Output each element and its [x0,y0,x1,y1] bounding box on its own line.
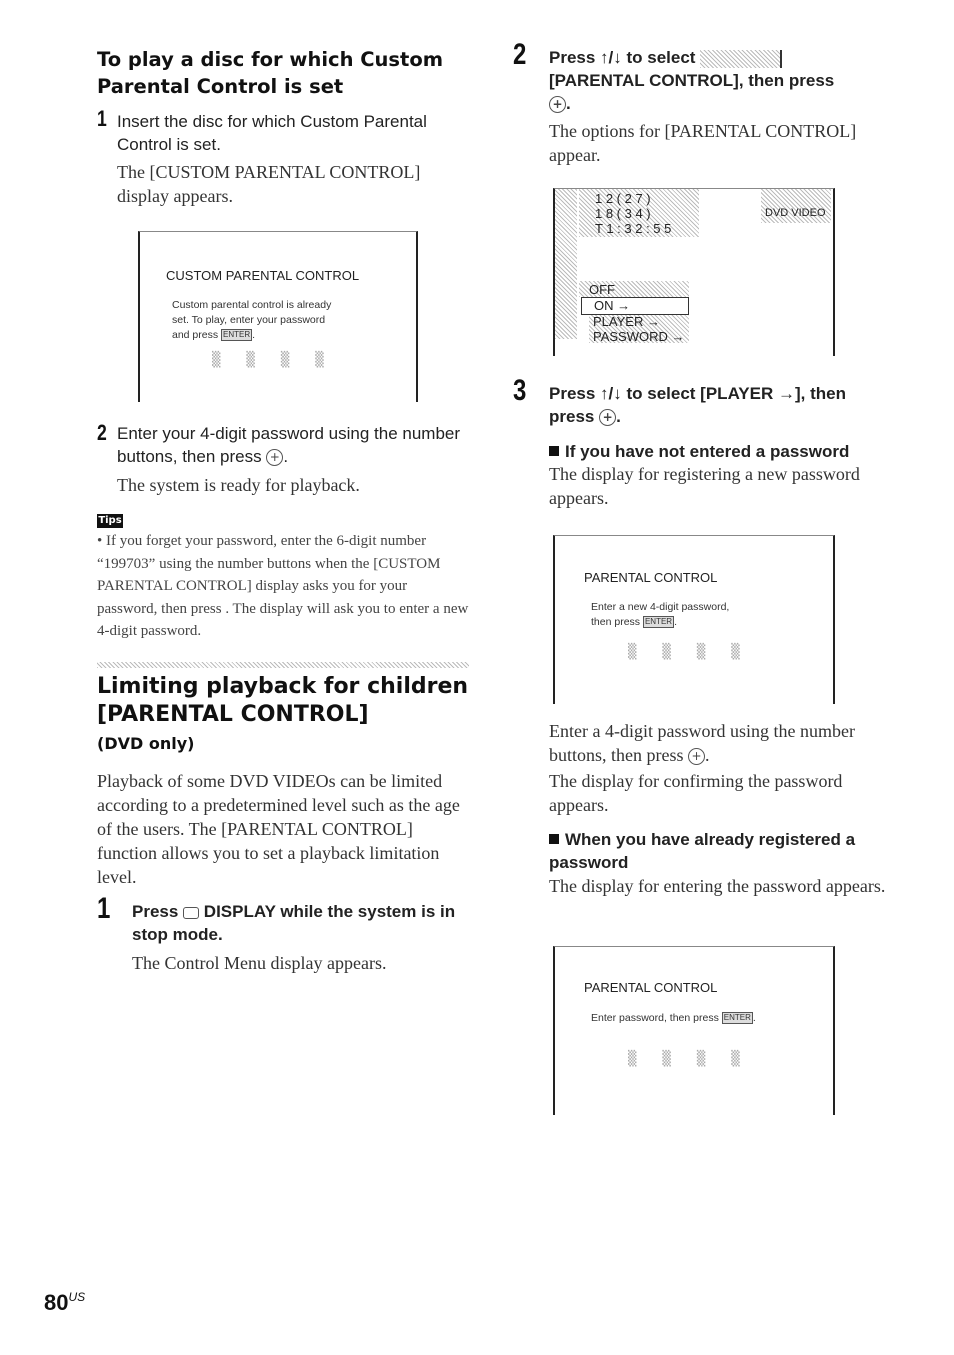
screen-message [591,600,821,630]
enter-password-screen [553,946,835,1115]
enter-key-icon: ENTER [723,1013,751,1023]
step-body: The options for [PARENTAL CONTROL] appear. [549,121,857,165]
square-bullet-icon [549,446,559,456]
page-region-suffix: US [68,1290,86,1304]
menu-option-player[interactable]: PLAYER → [593,314,660,329]
menu-option-password[interactable]: PASSWORD → [593,329,685,344]
step-number: 1 [97,892,111,925]
password-placeholder: ▒▒▒▒ [212,352,350,368]
step-body: The [CUSTOM PARENTAL CONTROL] display appears. [117,162,421,206]
subheading: If you have not entered a password [549,440,889,463]
section-subtitle: (DVD only) [97,734,195,753]
menu-option-on[interactable] [581,297,689,315]
screen-message: Enter password, then press ENTER . [591,1012,756,1024]
screen-message-line: Enter a new 4-digit password, [591,601,730,613]
step-instruction: Press DISPLAY while the system is in stop mode. [132,902,456,944]
page-number: $80^{US}$ [44,1290,86,1315]
enter-button-icon: + [549,96,566,113]
sub-body: The display for entering the password appears. [549,876,886,896]
step-instruction: Insert the disc for which Custom Parental Control is set. [117,112,427,154]
enter-key-icon: ENTER [223,330,251,340]
new-password-screen [553,535,835,704]
step-body: The Control Menu display appears. [132,953,387,973]
step-body: The system is ready for playback. [117,475,360,495]
status-readout: 1 2 ( 2 7 ) 1 8 ( 3 4 ) T 1 : 3 2 : 5 5 [595,191,672,236]
screen-title: PARENTAL CONTROL [584,570,718,585]
menu-option-off-label: OFF [589,282,615,297]
step-instruction: Enter your 4-digit password using the number buttons, then press + . [117,424,461,466]
screen-message [172,298,402,343]
screen-message-line: and press ENTER . [172,329,256,341]
step-number: 3 [513,374,527,407]
control-menu-screen [553,188,835,356]
screen-message-line: Custom parental control is already [172,299,332,311]
screen-message-line: set. To play, enter your password [172,314,326,326]
enter-button-icon: + [266,449,283,466]
square-bullet-icon [549,834,559,844]
step-instruction: Press ↑/↓ to select [PARENTAL CONTROL], then press + . [549,48,835,113]
menu-option-on-label: ON → [594,298,631,313]
tip-text: • If you forget your password, enter the 6-digit number “199703” using the number buttons when the [CUSTOM PARENTAL CONTROL] display asks you for your password, then press . The display will ask you to enter a new 4-digit password. [97,533,469,639]
custom-parental-control-screen [138,231,418,402]
step-instruction: Press ↑/↓ to select [PLAYER →], then press + . [549,384,846,426]
sub-body: The display for confirming the password appears. [549,771,843,815]
step-number: 2 [97,420,107,445]
step-number: 1 [97,106,107,131]
enter-key-icon: ENTER [644,617,673,627]
password-placeholder: ▒▒▒▒ [628,644,766,660]
tips-label: Tips [98,515,122,526]
screen-message-line: then press ENTER . [591,616,677,628]
enter-button-icon: + [688,748,705,765]
section-divider [97,662,469,668]
step-number: 2 [513,38,527,71]
screen-title: PARENTAL CONTROL [584,980,718,995]
disc-type-badge: DVD VIDEO [765,207,826,219]
screen-title: CUSTOM PARENTAL CONTROL [166,268,360,283]
parental-control-icon [700,50,782,68]
section-body: Playback of some DVD VIDEOs can be limited according to a predetermined level such as the age of the users. The [PARENTAL CONTROL] function allows you to set a playback limitation level. [97,771,460,887]
sub-body: The display for registering a new password appears. [549,464,860,508]
section-title-custom-parental: To play a disc for which Custom Parental Control is set [97,48,444,98]
section-title-limiting-playback: Limiting playback for children [PARENTAL CONTROL] [97,674,469,727]
sub-body: Enter a 4-digit password using the number buttons, then press + . [549,721,855,765]
subheading: When you have already registered a password [549,830,856,872]
password-placeholder: ▒▒▒▒ [628,1051,766,1067]
menu-icon-column [555,189,577,339]
enter-button-icon: + [599,409,616,426]
display-button-icon [183,907,199,919]
